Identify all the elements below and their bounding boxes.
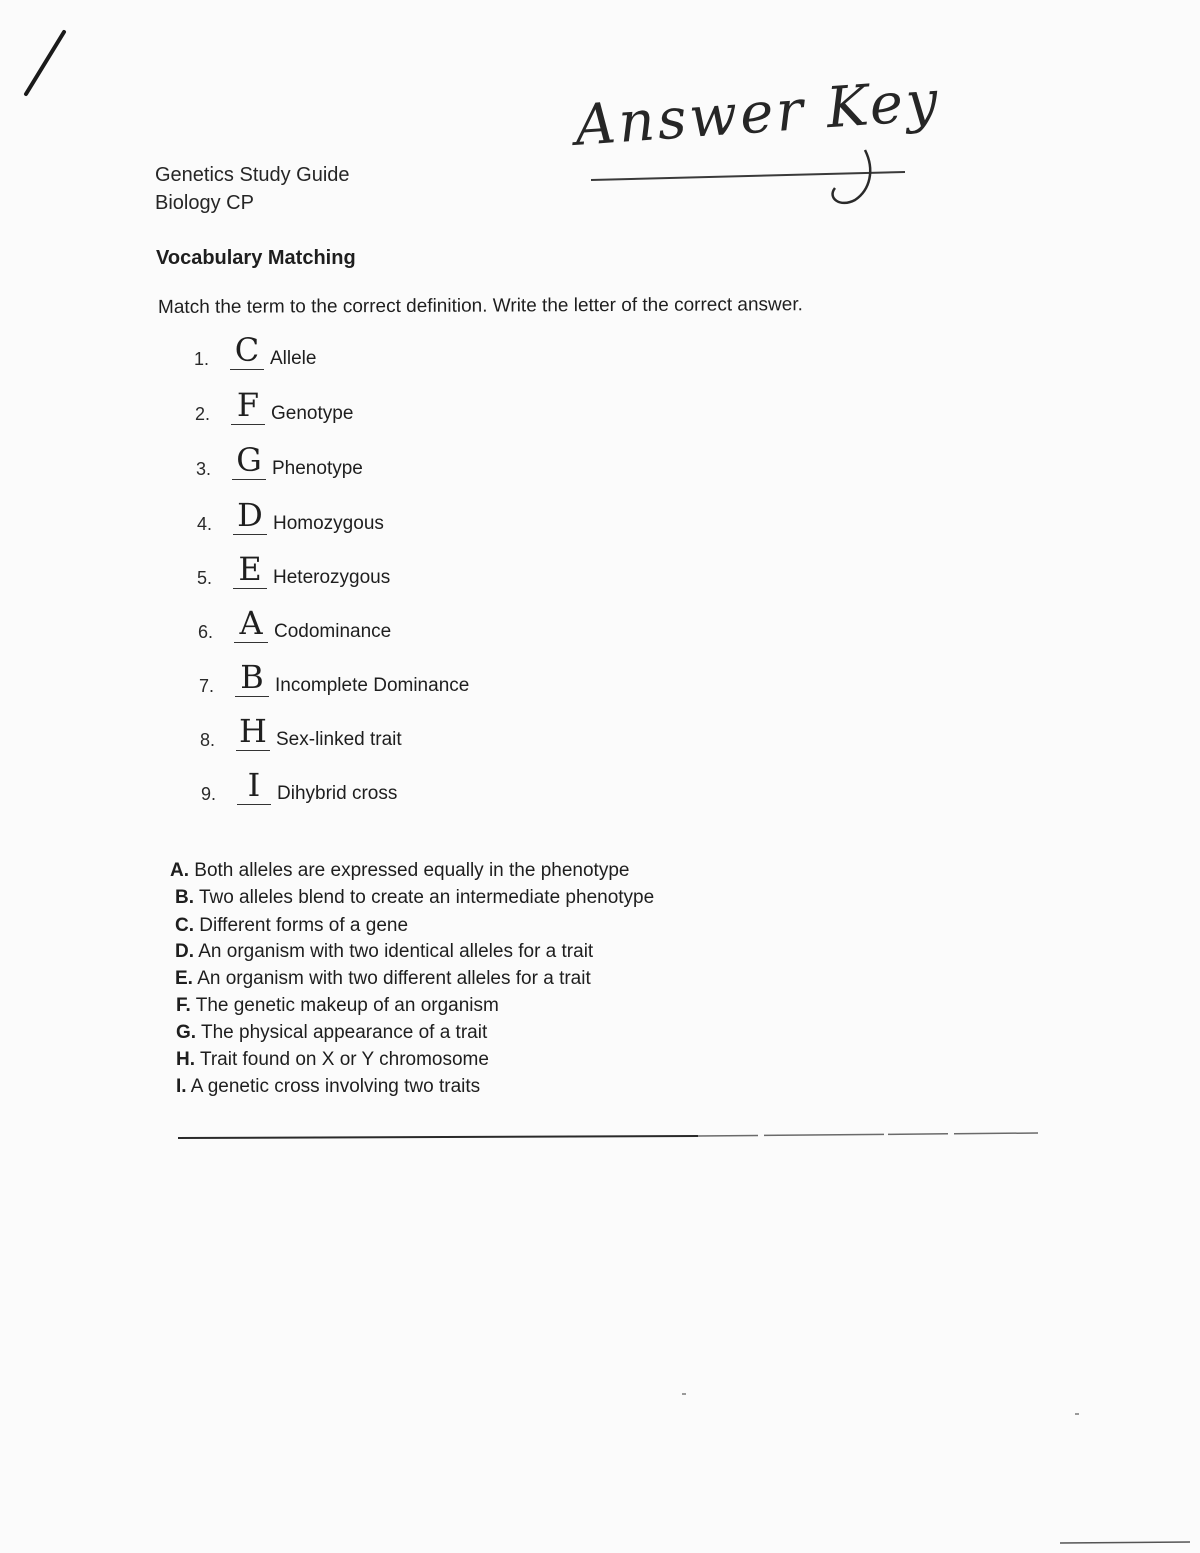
matching-item <box>198 605 618 645</box>
item-number: 9. <box>201 784 217 804</box>
definition-letter: B. <box>175 887 194 908</box>
definition-text: A genetic cross involving two traits <box>190 1076 481 1097</box>
handwritten-answer: B <box>240 658 264 696</box>
definition-letter: A. <box>170 860 189 881</box>
course-name: Biology CP <box>155 192 254 214</box>
handwritten-answer: A <box>239 604 263 642</box>
matching-item <box>199 659 619 699</box>
item-number: 6. <box>198 622 214 642</box>
definition-item <box>170 860 629 882</box>
scan-speck <box>1075 1413 1079 1415</box>
item-term: Heterozygous <box>273 567 391 588</box>
item-term: Sex-linked trait <box>276 729 402 750</box>
definition-item <box>175 968 591 990</box>
handwritten-answer: I <box>247 766 261 804</box>
definition-letter: I. <box>176 1076 187 1097</box>
definition-text: An organism with two different alleles for a trait <box>197 968 591 989</box>
matching-item <box>197 497 617 537</box>
item-term: Incomplete Dominance <box>275 675 470 696</box>
definition-text: Two alleles blend to create an intermediate phenotype <box>198 887 655 908</box>
matching-item <box>194 332 614 372</box>
item-number: 4. <box>197 514 213 534</box>
divider-line <box>178 1132 1038 1142</box>
handwritten-answer: F <box>236 386 260 424</box>
definition-letter: F. <box>176 995 191 1016</box>
definition-item <box>175 887 654 909</box>
definition-text: Different forms of a gene <box>199 915 409 936</box>
definition-item <box>176 1049 489 1071</box>
answer-key-label: Answer Key <box>573 68 943 159</box>
definition-letter: D. <box>175 941 194 962</box>
matching-item <box>195 387 615 427</box>
definition-letter: E. <box>175 968 193 989</box>
definition-text: The physical appearance of a trait <box>201 1022 488 1043</box>
item-term: Allele <box>270 348 317 369</box>
item-term: Dihybrid cross <box>277 783 398 804</box>
section-title: Vocabulary Matching <box>156 247 356 269</box>
item-number: 2. <box>195 404 211 424</box>
definition-item <box>175 915 408 937</box>
handwritten-answer: D <box>237 496 263 534</box>
item-term: Codominance <box>274 621 392 642</box>
handwritten-answer: H <box>239 712 267 750</box>
definition-text: Both alleles are expressed equally in the phenotype <box>194 860 630 881</box>
definition-letter: C. <box>175 915 194 936</box>
definition-item <box>176 1076 480 1098</box>
definition-item <box>176 995 499 1017</box>
definition-letter: G. <box>176 1022 197 1043</box>
item-number: 1. <box>194 349 210 369</box>
handwritten-answer: E <box>238 550 262 588</box>
item-number: 5. <box>197 568 213 588</box>
item-number: 3. <box>196 459 212 479</box>
handwritten-answer: C <box>234 331 260 369</box>
item-term: Genotype <box>271 403 354 424</box>
scan-edge-line <box>1060 1538 1190 1546</box>
pen-slash-mark <box>20 28 70 100</box>
definition-text: An organism with two identical alleles for a trait <box>198 941 594 962</box>
item-term: Phenotype <box>272 458 363 479</box>
instructions: Match the term to the correct definition. Write the letter of the correct answer. <box>157 294 803 318</box>
definition-text: Trait found on X or Y chromosome <box>199 1049 489 1070</box>
definition-text: The genetic makeup of an organism <box>195 995 499 1016</box>
matching-item <box>201 767 621 807</box>
scan-speck <box>682 1393 686 1395</box>
definition-item <box>176 1022 487 1044</box>
definition-item <box>175 941 593 963</box>
item-number: 7. <box>199 676 215 696</box>
matching-item <box>200 713 620 753</box>
definition-letter: H. <box>176 1049 195 1070</box>
item-number: 8. <box>200 730 216 750</box>
item-term: Homozygous <box>273 513 384 534</box>
matching-item <box>196 442 616 482</box>
document-title: Genetics Study Guide <box>155 164 350 186</box>
answer-key-handwritten <box>565 68 943 215</box>
matching-item <box>197 551 617 591</box>
handwritten-answer: G <box>236 441 262 479</box>
